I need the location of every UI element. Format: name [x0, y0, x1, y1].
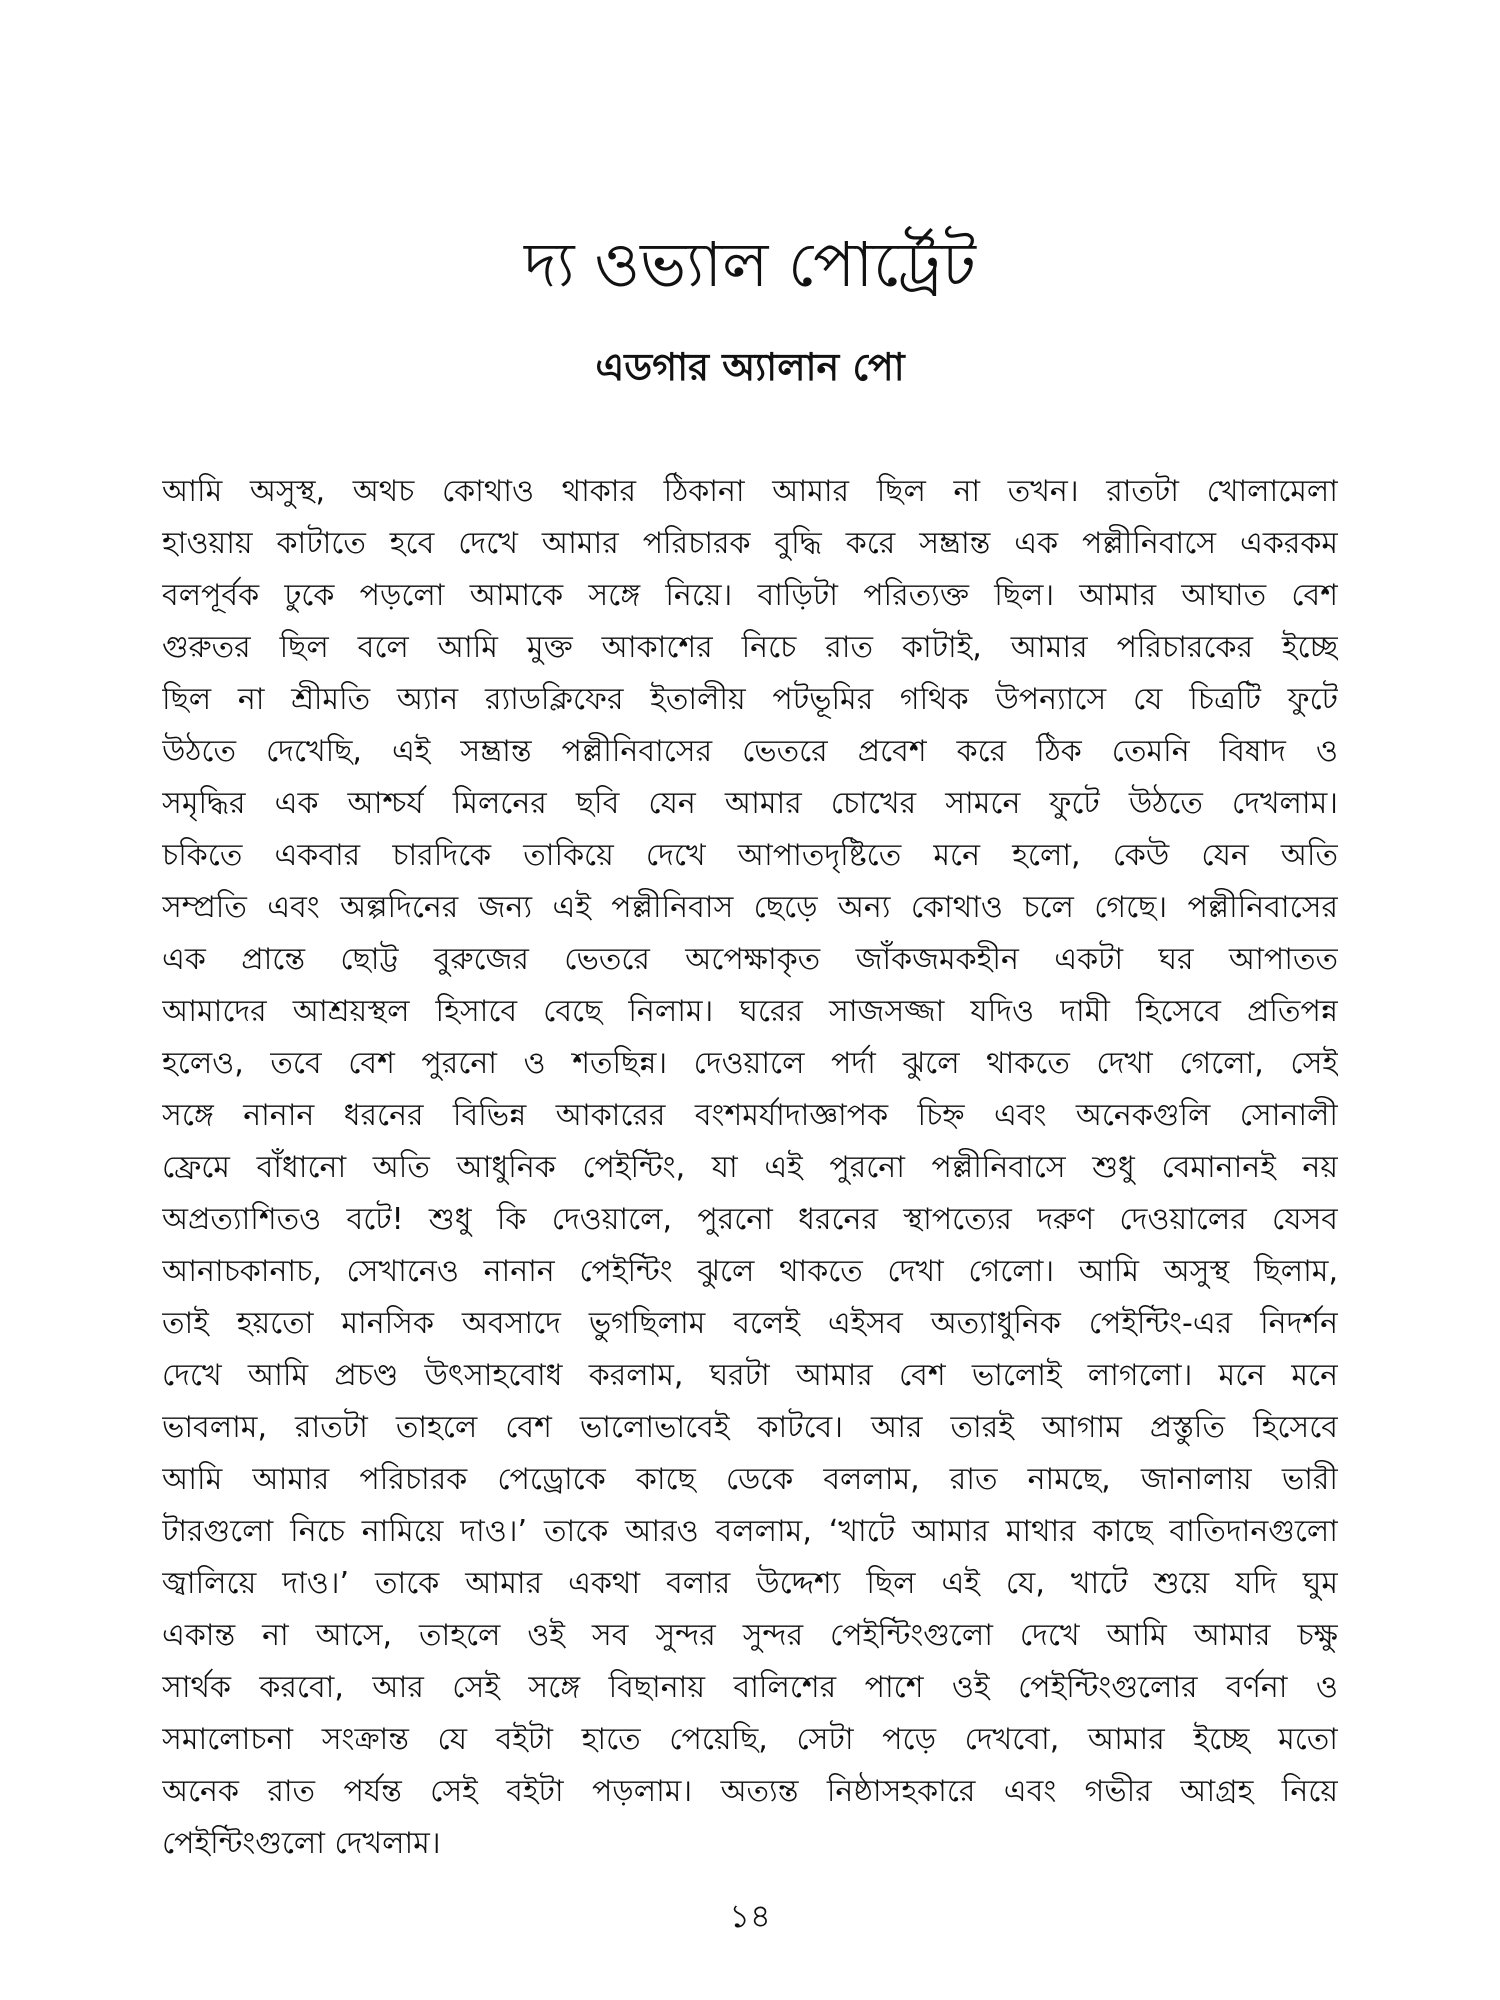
body-line: ছিল না শ্রীমতি অ্যান র‍্যাডক্লিফের ইতালীয় পটভূমির গথিক উপন্যাসে যে চিত্রটি ফুটে — [162, 682, 1338, 717]
body-line: একান্ত না আসে, তাহলে ওই সব সুন্দর সুন্দর পেইন্টিংগুলো দেখে আমি আমার চক্ষু — [162, 1618, 1338, 1653]
body-line: টারগুলো নিচে নামিয়ে দাও।’ তাকে আরও বললাম, ‘খাটে আমার মাথার কাছে বাতিদানগুলো — [162, 1514, 1338, 1549]
author-name: এডগার অ্যালান পো — [595, 345, 905, 389]
body-line: অনেক রাত পর্যন্ত সেই বইটা পড়লাম। অত্যন্ত নিষ্ঠাসহকারে এবং গভীর আগ্রহ নিয়ে — [162, 1774, 1338, 1809]
body-line: উঠতে দেখেছি, এই সম্ভ্রান্ত পল্লীনিবাসের ভেতরে প্রবেশ করে ঠিক তেমনি বিষাদ ও — [162, 734, 1338, 769]
story-title: দ্য ওভ্যাল পোর্ট্রেট — [524, 228, 976, 301]
body-line: সমৃদ্ধির এক আশ্চর্য মিলনের ছবি যেন আমার চোখের সামনে ফুটে উঠতে দেখলাম। — [162, 786, 1338, 821]
story-body — [162, 466, 1338, 1870]
body-line: আমাদের আশ্রয়স্থল হিসাবে বেছে নিলাম। ঘরের সাজসজ্জা যদিও দামী হিসেবে প্রতিপন্ন — [162, 994, 1338, 1029]
body-line: পেইন্টিংগুলো দেখলাম। — [162, 1826, 441, 1861]
body-line: ভাবলাম, রাতটা তাহলে বেশ ভালোভাবেই কাটবে। আর তারই আগাম প্রস্তুতি হিসেবে — [162, 1410, 1338, 1445]
body-line: বলপূর্বক ঢুকে পড়লো আমাকে সঙ্গে নিয়ে। বাড়িটা পরিত্যক্ত ছিল। আমার আঘাত বেশ — [162, 578, 1338, 613]
body-line: এক প্রান্তে ছোট্ট বুরুজের ভেতরে অপেক্ষাকৃত জাঁকজমকহীন একটা ঘর আপাতত — [162, 942, 1338, 977]
body-line: চকিতে একবার চারদিকে তাকিয়ে দেখে আপাতদৃষ্টিতে মনে হলো, কেউ যেন অতি — [162, 838, 1338, 873]
body-line: সার্থক করবো, আর সেই সঙ্গে বিছানায় বালিশের পাশে ওই পেইন্টিংগুলোর বর্ণনা ও — [162, 1670, 1338, 1705]
body-line: ফ্রেমে বাঁধানো অতি আধুনিক পেইন্টিং, যা এই পুরনো পল্লীনিবাসে শুধু বেমানানই নয় — [162, 1150, 1338, 1185]
body-line: আনাচকানাচ, সেখানেও নানান পেইন্টিং ঝুলে থাকতে দেখা গেলো। আমি অসুস্থ ছিলাম, — [162, 1254, 1338, 1289]
body-line: অপ্রত্যাশিতও বটে! শুধু কি দেওয়ালে, পুরনো ধরনের স্থাপত্যের দরুণ দেওয়ালের যেসব — [162, 1202, 1338, 1237]
body-line: হলেও, তবে বেশ পুরনো ও শতছিন্ন। দেওয়ালে পর্দা ঝুলে থাকতে দেখা গেলো, সেই — [162, 1046, 1338, 1081]
body-line: সমালোচনা সংক্রান্ত যে বইটা হাতে পেয়েছি, সেটা পড়ে দেখবো, আমার ইচ্ছে মতো — [162, 1722, 1338, 1757]
body-line: জ্বালিয়ে দাও।’ তাকে আমার একথা বলার উদ্দেশ্য ছিল এই যে, খাটে শুয়ে যদি ঘুম — [162, 1566, 1338, 1601]
body-line: আমি অসুস্থ, অথচ কোথাও থাকার ঠিকানা আমার ছিল না তখন। রাতটা খোলামেলা — [162, 474, 1338, 509]
body-line: সঙ্গে নানান ধরনের বিভিন্ন আকারের বংশমর্যাদাজ্ঞাপক চিহ্ন এবং অনেকগুলি সোনালী — [162, 1098, 1338, 1133]
body-line: হাওয়ায় কাটাতে হবে দেখে আমার পরিচারক বুদ্ধি করে সম্ভ্রান্ত এক পল্লীনিবাসে একরকম — [162, 526, 1338, 561]
body-line: দেখে আমি প্রচণ্ড উৎসাহবোধ করলাম, ঘরটা আমার বেশ ভালোই লাগলো। মনে মনে — [162, 1358, 1338, 1393]
body-line: তাই হয়তো মানসিক অবসাদে ভুগছিলাম বলেই এইসব অত্যাধুনিক পেইন্টিং-এর নিদর্শন — [162, 1306, 1338, 1341]
body-line: আমি আমার পরিচারক পেড্রোকে কাছে ডেকে বললাম, রাত নামছে, জানালায় ভারী — [162, 1462, 1338, 1497]
body-line: গুরুতর ছিল বলে আমি মুক্ত আকাশের নিচে রাত কাটাই, আমার পরিচারকের ইচ্ছে — [162, 630, 1338, 665]
page-number: ১৪ — [729, 1897, 771, 1935]
body-line: সম্প্রতি এবং অল্পদিনের জন্য এই পল্লীনিবাস ছেড়ে অন্য কোথাও চলে গেছে। পল্লীনিবাসের — [162, 890, 1338, 925]
